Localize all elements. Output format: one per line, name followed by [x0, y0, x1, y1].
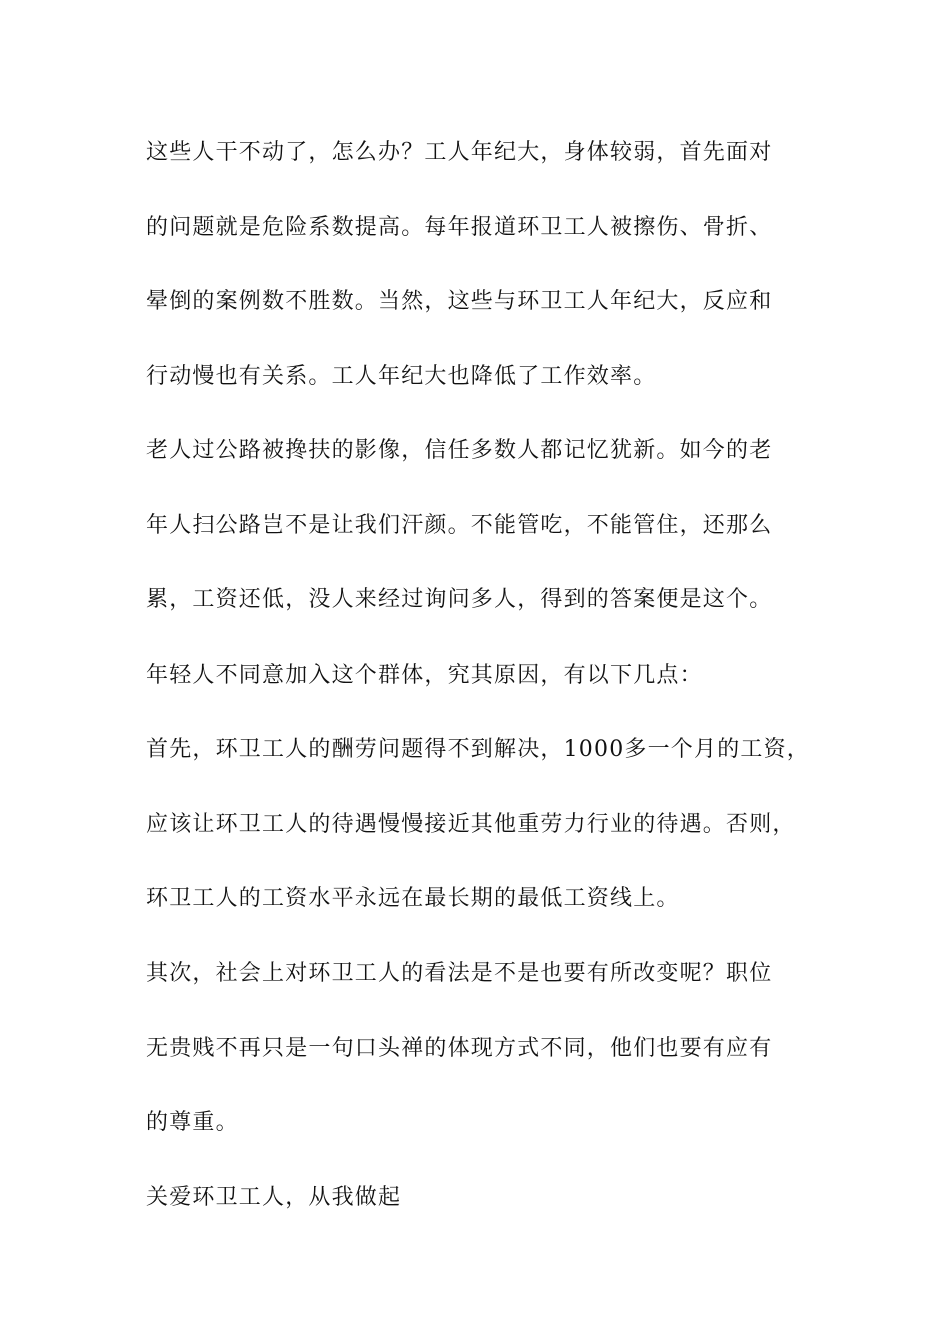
text-line-10: 应该让环卫工人的待遇慢慢接近其他重劳力行业的待遇。否则，: [146, 812, 796, 837]
text-line-12: 其次，社会上对环卫工人的看法是不是也要有所改变呢？职位: [146, 961, 773, 986]
text-line-7: 累，工资还低，没人来经过询问多人，得到的答案便是这个。: [146, 587, 773, 612]
text-line-9: 首先，环卫工人的酬劳问题得不到解决，1000多一个月的工资，: [146, 737, 810, 762]
text-line-14: 的尊重。: [146, 1110, 239, 1135]
text-line-5: 老人过公路被搀扶的影像，信任多数人都记忆犹新。如今的老: [146, 438, 773, 463]
text-line-6: 年人扫公路岂不是让我们汗颜。不能管吃，不能管住，还那么: [146, 513, 773, 538]
text-line-15: 关爱环卫工人，从我做起: [146, 1185, 402, 1210]
text-line-8: 年轻人不同意加入这个群体，究其原因，有以下几点：: [146, 663, 703, 688]
text-line-13: 无贵贱不再只是一句口头禅的体现方式不同，他们也要有应有: [146, 1036, 773, 1061]
text-line-11: 环卫工人的工资水平永远在最长期的最低工资线上。: [146, 886, 680, 911]
text-line-3: 晕倒的案例数不胜数。当然，这些与环卫工人年纪大，反应和: [146, 289, 773, 314]
text-line-4: 行动慢也有关系。工人年纪大也降低了工作效率。: [146, 364, 657, 389]
text-line-2: 的问题就是危险系数提高。每年报道环卫工人被擦伤、骨折、: [146, 215, 773, 240]
text-line-1: 这些人干不动了，怎么办？工人年纪大，身体较弱，首先面对: [146, 140, 773, 165]
